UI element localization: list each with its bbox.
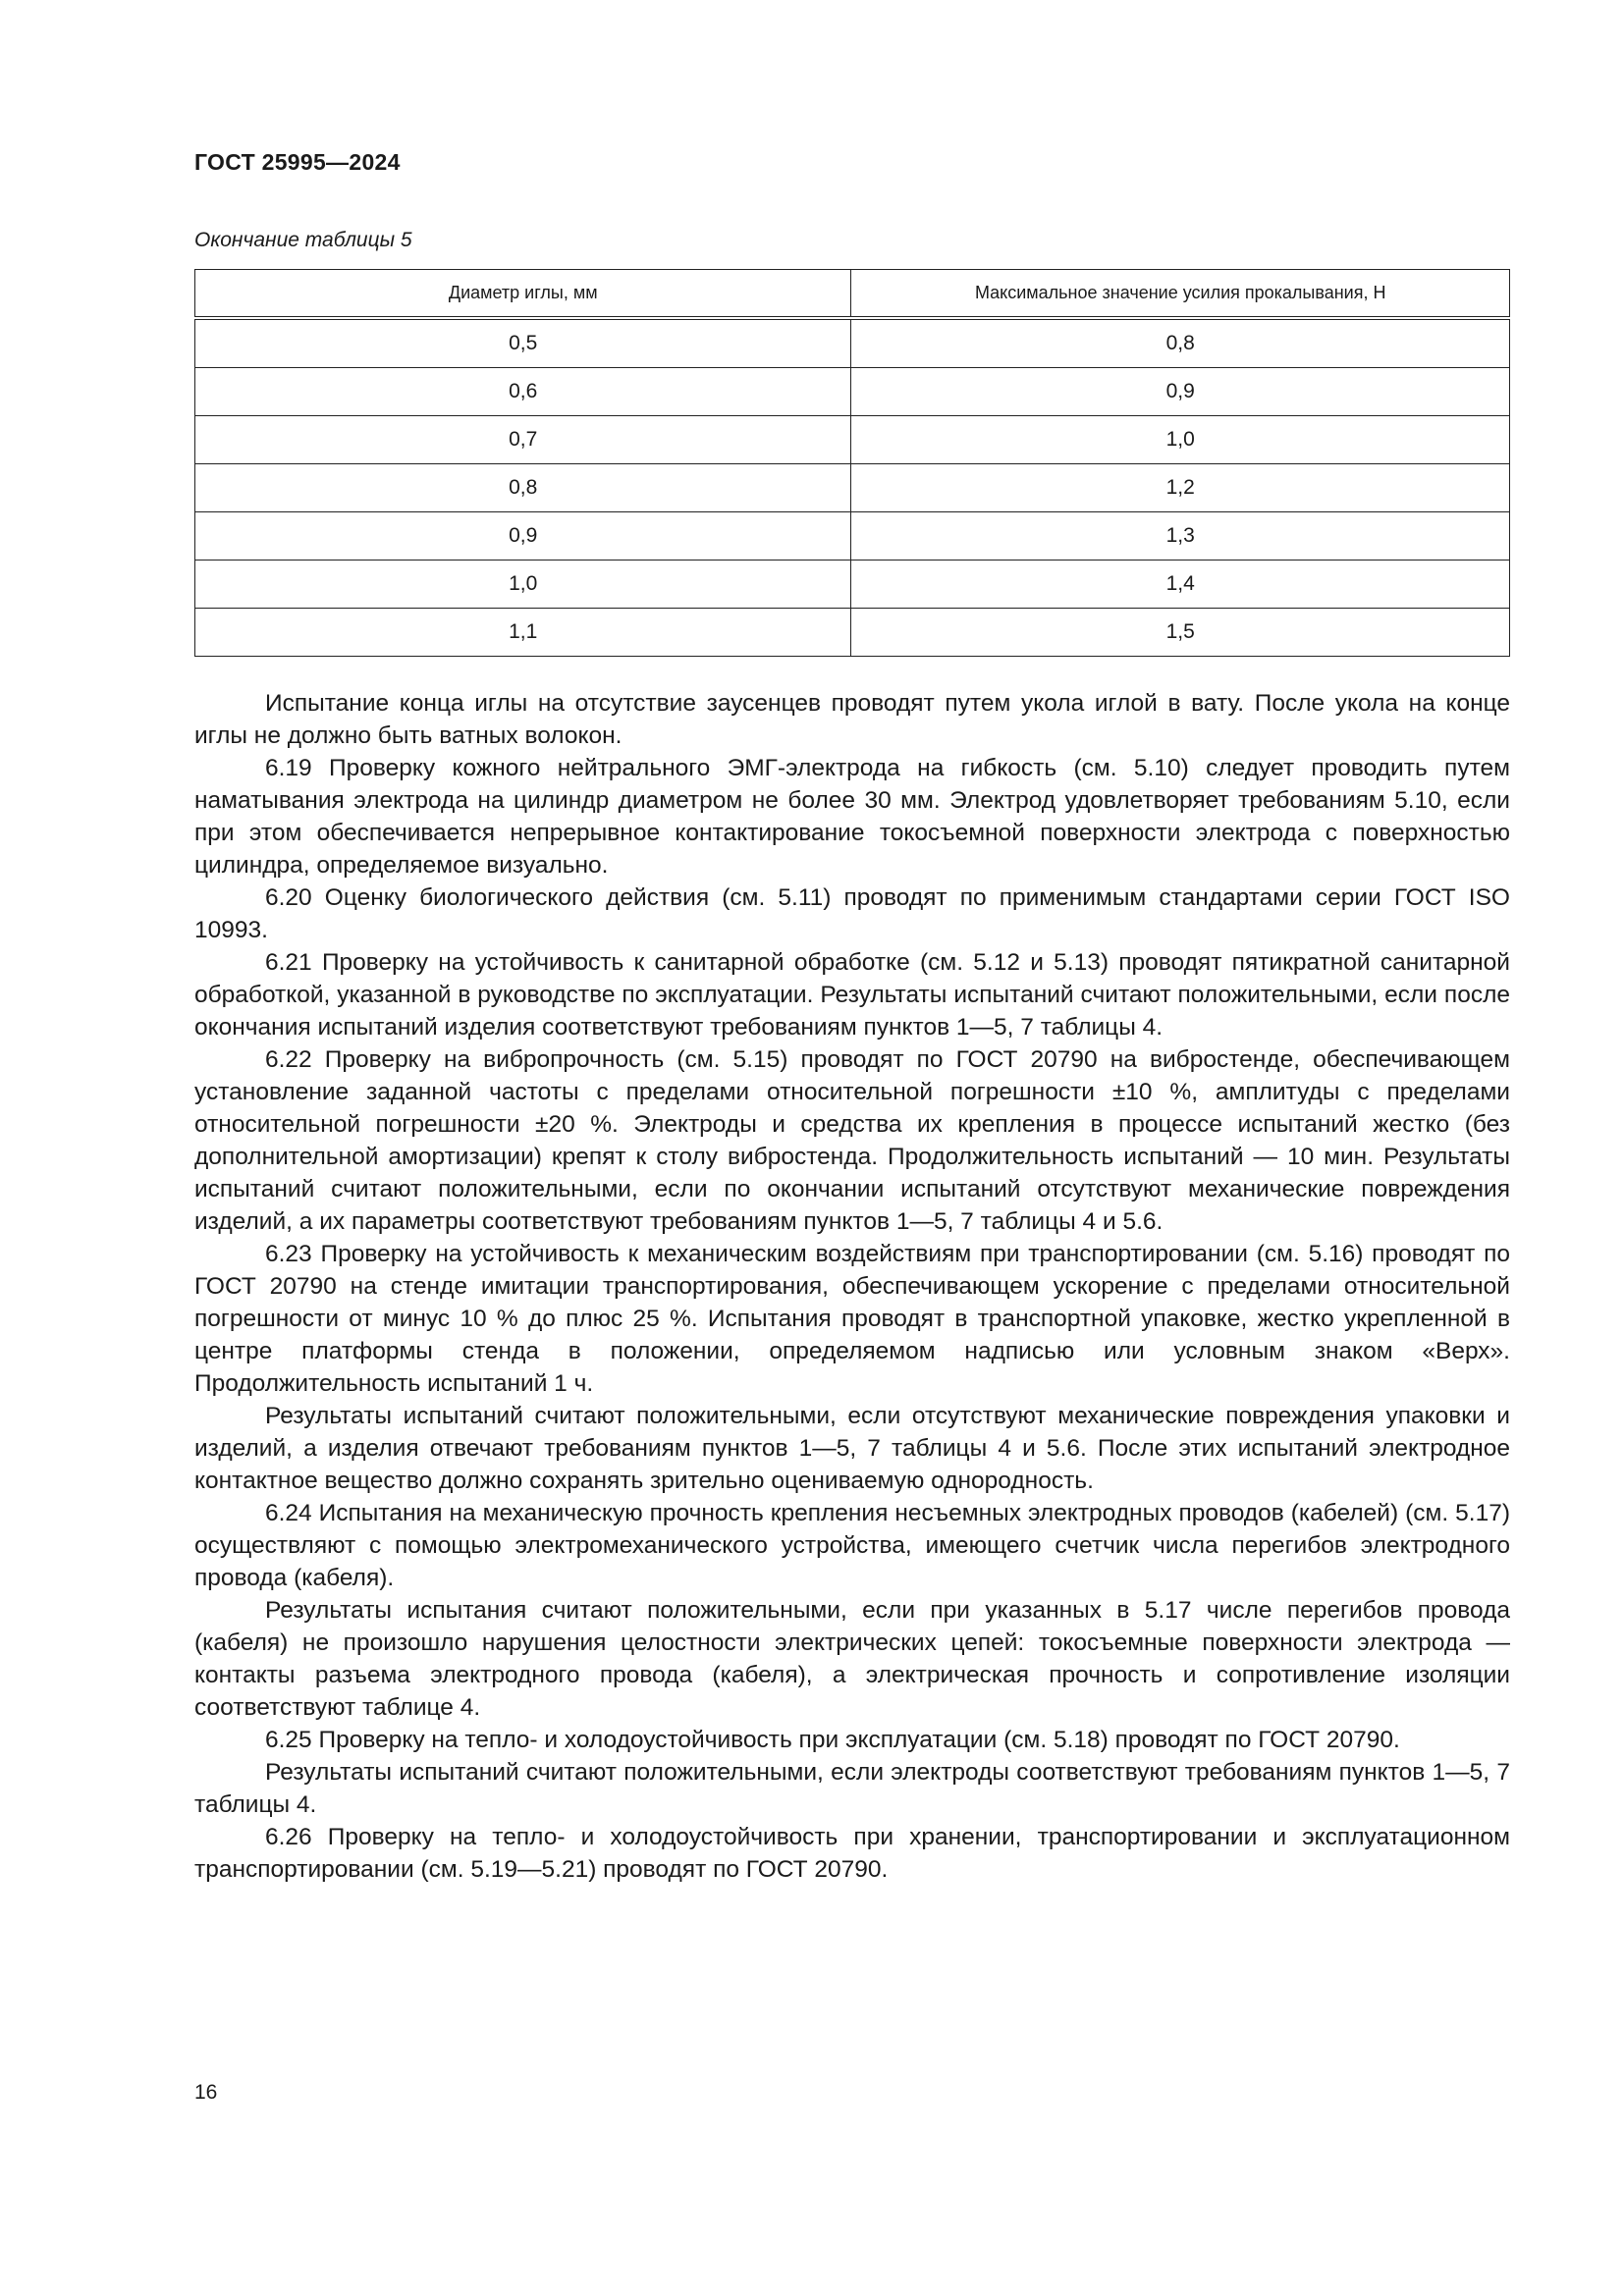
cell-max-force: 1,3 [851, 512, 1510, 561]
body-text [194, 687, 1510, 1886]
paragraph-6-23-results: Результаты испытаний считают положительными, если отсутствуют механические повреждения упаковки и изделий, а изделия отвечают требованиям пунктов 1—5, 7 таблицы 4 и 5.6. После этих испытаний электродное контактное вещество должно сохранять зрительно оцениваемую однородность. [194, 1403, 1510, 1494]
cell-diameter: 1,0 [195, 561, 851, 609]
table-caption: Окончание таблицы 5 [194, 229, 412, 251]
column-header-diameter: Диаметр иглы, мм [195, 270, 851, 319]
needle-force-table [194, 269, 1510, 657]
table-header-row [195, 270, 1510, 319]
paragraph-6-19: 6.19 Проверку кожного нейтрального ЭМГ-электрода на гибкость (см. 5.10) следует проводить путем наматывания электрода на цилиндр диаметром не более 30 мм. Электрод удовлетворяет требованиям 5.10, если при этом обеспечивается непрерывное контактирование токосъемной поверхности электрода с поверхностью цилиндра, определяемое визуально. [194, 755, 1510, 879]
table-row [195, 561, 1510, 609]
paragraph-6-23: 6.23 Проверку на устойчивость к механическим воздействиям при транспортировании (см. 5.16) проводят по ГОСТ 20790 на стенде имитации транспортирования, обеспечивающем ускорение с пределами относительной погрешности от минус 10 % до плюс 25 %. Испытания проводят в транспортной упаковке, жестко укрепленной в центре платформы стенда в положении, определяемом надписью или условным знаком «Верх». Продолжительность испытаний 1 ч. [194, 1241, 1510, 1397]
paragraph-6-24: 6.24 Испытания на механическую прочность крепления несъемных электродных проводов (кабелей) (см. 5.17) осуществляют с помощью электромеханического устройства, имеющего счетчик числа перегибов электродного провода (кабеля). [194, 1500, 1510, 1591]
page-number: 16 [194, 2081, 218, 2104]
cell-max-force: 1,4 [851, 561, 1510, 609]
paragraph-6-24-results: Результаты испытания считают положительными, если при указанных в 5.17 числе перегибов провода (кабеля) не произошло нарушения целостности электрических цепей: токосъемные поверхности электрода — контакты разъема электродного провода (кабеля), а электрическая прочность и сопротивление изоляции соответствуют таблице 4. [194, 1597, 1510, 1721]
cell-diameter: 0,6 [195, 368, 851, 416]
paragraph-needle-tip-test: Испытание конца иглы на отсутствие заусенцев проводят путем укола иглой в вату. После укола на конце иглы не должно быть ватных волокон. [194, 690, 1510, 749]
paragraph-6-21: 6.21 Проверку на устойчивость к санитарной обработке (см. 5.12 и 5.13) проводят пятикратной санитарной обработкой, указанной в руководстве по эксплуатации. Результаты испытаний считают положительными, если после окончания испытаний изделия соответствуют требованиям пунктов 1—5, 7 таблицы 4. [194, 949, 1510, 1041]
table-row [195, 368, 1510, 416]
cell-diameter: 0,7 [195, 416, 851, 464]
table-row [195, 609, 1510, 657]
cell-max-force: 1,5 [851, 609, 1510, 657]
cell-diameter: 1,1 [195, 609, 851, 657]
paragraph-6-20: 6.20 Оценку биологического действия (см. 5.11) проводят по применимым стандартами серии ГОСТ ISO 10993. [194, 884, 1510, 943]
paragraph-6-26: 6.26 Проверку на тепло- и холодоустойчивость при хранении, транспортировании и эксплуатационном транспортировании (см. 5.19—5.21) проводят по ГОСТ 20790. [194, 1824, 1510, 1883]
table-row [195, 318, 1510, 368]
document-header: ГОСТ 25995—2024 [194, 149, 401, 175]
cell-diameter: 0,9 [195, 512, 851, 561]
paragraph-6-25-results: Результаты испытаний считают положительными, если электроды соответствуют требованиям пунктов 1—5, 7 таблицы 4. [194, 1759, 1510, 1818]
cell-max-force: 0,9 [851, 368, 1510, 416]
cell-max-force: 1,0 [851, 416, 1510, 464]
cell-max-force: 1,2 [851, 464, 1510, 512]
paragraph-6-22: 6.22 Проверку на вибропрочность (см. 5.15) проводят по ГОСТ 20790 на вибростенде, обеспечивающем установление заданной частоты с пределами относительной погрешности ±10 %, амплитуды с пределами относительной погрешности ±20 %. Электроды и средства их крепления в процессе испытаний жестко (без дополнительной амортизации) крепят к столу вибростенда. Продолжительность испытаний — 10 мин. Результаты испытаний считают положительными, если по окончании испытаний отсутствуют механические повреждения изделий, а их параметры соответствуют требованиям пунктов 1—5, 7 таблицы 4 и 5.6. [194, 1046, 1510, 1235]
table-row [195, 416, 1510, 464]
cell-diameter: 0,8 [195, 464, 851, 512]
table-row [195, 464, 1510, 512]
paragraph-6-25: 6.25 Проверку на тепло- и холодоустойчивость при эксплуатации (см. 5.18) проводят по ГОСТ 20790. [265, 1727, 1400, 1753]
column-header-max-force: Максимальное значение усилия прокалывания, Н [851, 270, 1510, 319]
cell-diameter: 0,5 [195, 318, 851, 368]
cell-max-force: 0,8 [851, 318, 1510, 368]
table-row [195, 512, 1510, 561]
